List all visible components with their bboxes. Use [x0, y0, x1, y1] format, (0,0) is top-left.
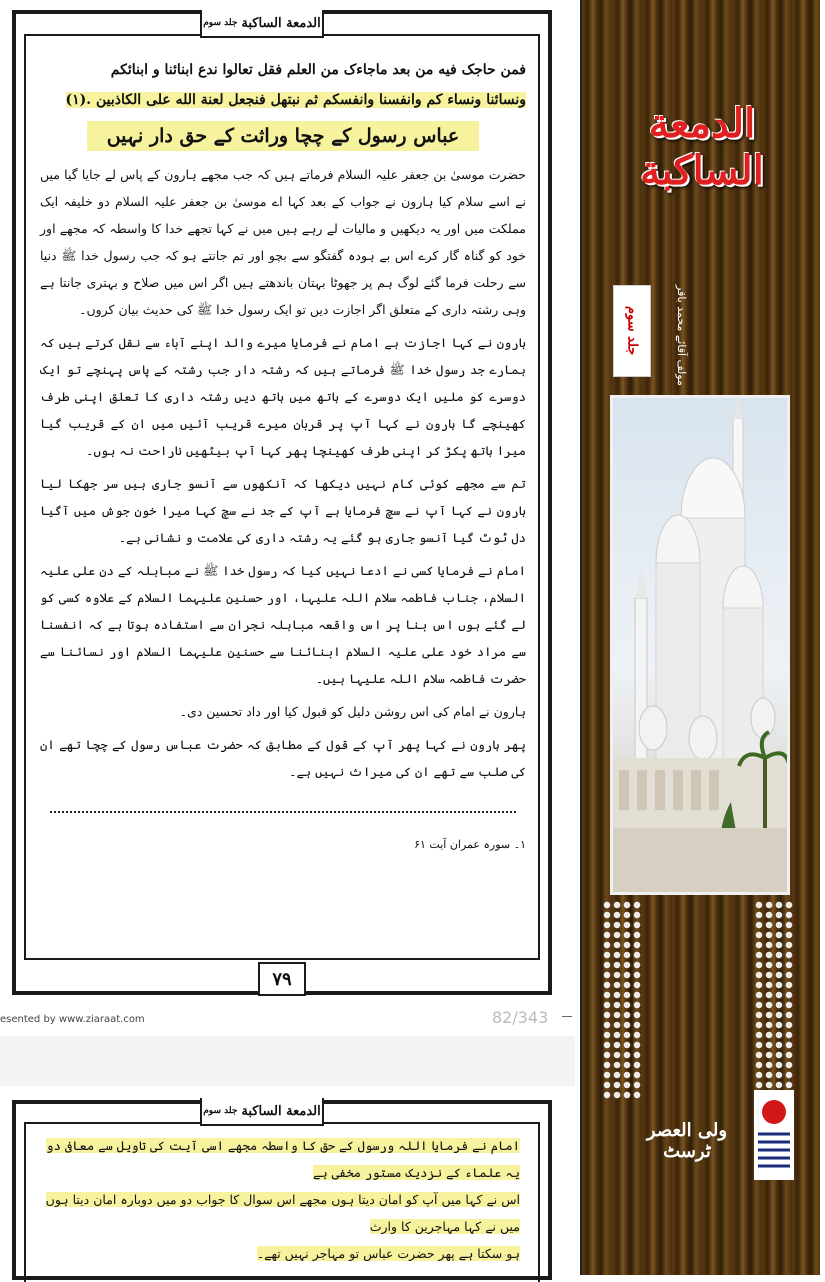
page-gap [0, 1036, 575, 1086]
page-2-line-2 [32, 1186, 520, 1240]
presented-by-text: esented by www.ziaraat.com [0, 1014, 145, 1025]
paragraph-1: حضرت موسیٰ بن جعفر علیہ السلام فرماتے ہیں کہ جب مجھے ہارون کے پاس لے جایا گیا میں نے اسے سلام کیا ہارون نے جواب کے بعد کہا اے موسیٰ بن جعفر علیہ السلام دو خلیفہ ایک مملکت میں اور یہ دیکھیں و مالیات لے رہے ہیں میں نے کہا تجھے خدا کا واسطہ کہ مجھے اور خود کو گناہ گار کرے اس بے ہودہ گفتگو سے بچو اور تم جانتے ہو کہ جب رسول خدا ﷺ دنیا سے رحلت فرما گئے لوگ ہم پر جھوٹا بہتان باندھتے ہیں اگر اس میں صلاح و بہتری جانتا ہے وہی رشتہ داری کے متعلق اگر اجازت دیں تو ایک رسول خدا ﷺ کی حدیث بیان کروں۔ [40, 167, 526, 317]
page-2-header-title: الدمعة الساكبة [241, 1103, 321, 1119]
arabic-verse-line-1: فمن حاجک فیه من بعد ماجاءک من العلم فقل تعالوا ندع ابنائنا و ابنائکم [110, 62, 526, 78]
page-2-line-1-highlight: امام نے فرمایا اللہ ورسول کے حق کا واسطہ مجھے اسی آیت کی تاویل سے معافی دو یہ علماء کے نزدیک مستور مخفی ہے [46, 1138, 520, 1180]
page-2-line-3 [32, 1240, 520, 1267]
cover-dot-pattern-left [602, 900, 642, 1100]
publisher-logo-icon [754, 1090, 794, 1180]
page-2-line-1 [32, 1132, 520, 1186]
page-header-tab [200, 10, 324, 38]
page-counter: 82/343 [492, 1008, 549, 1027]
book-cover [580, 0, 820, 1275]
page-2-header-volume: جلد سوم [203, 1106, 238, 1116]
mosque-illustration [613, 398, 787, 892]
header-volume: جلد سوم [203, 18, 238, 28]
page-number: ۷۹ [258, 962, 306, 996]
paragraph-6: پھر ہارون نے کہا پھر آپ کے قول کے مطابق کہ حضرت عباس رسول کے چچا تھے ان کی صلب سے تھے ان کی میراث نہیں ہے۔ [40, 737, 526, 779]
paragraph-2: ہارون نے کہا اجازت ہے امام نے فرمایا میرے والد اپنے آباء سے نقل کرتے ہیں کہ ہمارے جد رسول خدا ﷺ فرماتے ہیں کہ رشتہ دار جب رشتہ کے پاس پہنچے تو ایک دوسرے کو ملیں ایک دوسرے کے ہاتھ میں ہاتھ دیں رشتہ داری کا تعلق اپنی طرف کھینچے گا ہارون نے کہا آپ پر قربان میرے قریب آئیں میں ان کے قریب گیا میرا ہاتھ پکڑ کر اپنی طرف کھینچا پھر کہا آپ بیٹھیں ناراحت نہ ہوں۔ [40, 335, 526, 458]
cover-title: الدمعة الساكبة [640, 100, 764, 194]
arabic-verse-line-2 [40, 85, 526, 115]
highlighted-verse: ونسائنا ونساء کم وانفسنا وانفسکم ثم نبتهل فنجعل لعنة الله علی الکاذبین .(۱) [65, 92, 526, 108]
section-heading-wrap [40, 115, 526, 161]
scanned-page-2 [0, 1088, 575, 1275]
footnote-separator [50, 811, 516, 813]
page-1-text [40, 55, 526, 864]
mosque-photo [610, 395, 790, 895]
cover-publisher: ولی العصر ٹرسٹ [646, 1120, 728, 1162]
cover-dot-pattern-right [754, 900, 794, 1100]
paragraph-3: تم سے مجھے کوئی کام نہیں دیکھا کہ آنکھوں سے آنسو جاری ہیں سر جھکا لیا ہارون نے کہا آپ نے سچ فرمایا ہے آپ کے جد نے سچ کہا میرا خون جوش میں آگیا دل ٹوٹ گیا آنسو جاری ہو گئے یہ رشتہ داری کی علامت و نشانی ہے۔ [40, 476, 526, 545]
cover-author: مولف آقائے محمد باقر [675, 284, 688, 386]
footnote: ۱۔ سورہ عمران آیت ۶۱ [414, 838, 526, 851]
page-2-line-2-highlight: اس نے کہا میں آپ کو امان دیتا ہوں مجھے اس سوال کا جواب دو میں دوبارہ امان دیتا ہوں میں نے کہا مہاجرین کا وارث [45, 1192, 520, 1234]
page-2-text [32, 1132, 520, 1267]
header-title: الدمعة الساكبة [241, 15, 321, 31]
zoom-out-icon[interactable] [562, 1016, 572, 1017]
cover-volume-label: جلد سوم [613, 285, 651, 377]
page-2-header-tab [200, 1098, 324, 1126]
paragraph-4: امام نے فرمایا کسی نے ادعا نہیں کیا کہ رسول خدا ﷺ نے مباہلہ کے دن علی علیہ السلام، جناب فاطمہ سلام اللہ علیہا، اور حسنین علیہما السلام کے علاوہ کسی کو لے گئے ہوں اس بنا پر اس واقعہ مباہلہ نجران سے استفادہ ہوتا ہے کہ انفسنا سے مراد خود علی علیہ السلام ابنائنا سے حسنین علیہما السلام اور نسائنا سے حضرت فاطمہ سلام اللہ علیہا ہیں۔ [40, 563, 526, 686]
section-heading: عباس رسول کے چچا وراثت کے حق دار نہیں [87, 121, 480, 151]
page-2-line-3-highlight: ہو سکتا ہے پھر حضرت عباس تو مہاجر نہیں تھے۔ [256, 1246, 520, 1261]
paragraph-5: ہارون نے امام کی اس روشن دلیل کو قبول کیا اور داد تحسین دی۔ [179, 704, 526, 719]
